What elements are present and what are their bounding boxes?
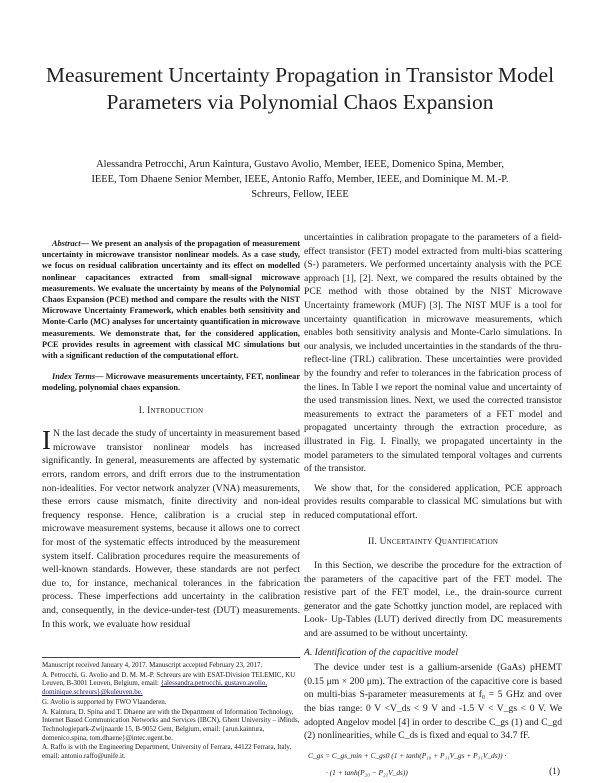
abstract-text: We present an analysis of the propagation of measurement uncertainty in microwave transistor nonlinear models. As a case study, we focus on residual calibration uncertainty and its effect on modelled nonlinear capacitances extracted from small-signal microwave measurements. We evaluate the uncertainty by means of the Polynomial Chaos Expansion (PCE) method and compare the results with the NIST Microwave Uncertainty Framework, which enables both sensitivity and Monte-Carlo (MC) analyses for uncertainty quantification in microwave measurements. We demonstrate that, for the considered application, PCE provides results in agreement with classical MC simulations but with a significant reduction of the computational effort.: [42, 239, 300, 361]
uq-paragraph: In this Section, we describe the procedure for the extraction of the parameters of the capacitive part of the FET model. The resistive part of the FET model, i.e., the drain-source current generator and the gate Schottky junction model, are replaced with Look- Up-Tables (LUT) derived directly from DC measurements and are assumed to be without uncertainty.: [304, 560, 562, 640]
section-2-heading: [304, 536, 562, 550]
index-terms: Index Terms— Microwave measurements uncertainty, FET, nonlinear modeling, polynomial chaos expansion.: [42, 372, 300, 393]
index-terms-text: Microwave measurements uncertainty, FET, nonlinear modeling, polynomial chaos expansion.: [42, 372, 300, 393]
section-1-heading: [42, 405, 300, 419]
footnote-leuven-emails[interactable]: {alessandra.petrocchi, gustavo.avolio, dominique.schreurs}@kuleuven.be.: [42, 679, 268, 697]
equation-1: [304, 749, 562, 783]
intro-text: N the last decade the study of uncertainty in measurement based microwave transistor nonlinear models has increased significantly. In general, measurements are affected by systematic errors, random errors, and drift errors due to the instrumentation non-idealities. For vector network analyzer (VNA) measurements, these errors cause mismatch, finite directivity and non-ideal frequency response. Hence, calibration is a crucial step in microwave measurement systems, because it allows one to correct for most of the systematic effects introduced by the measurement system itself. Calibration procedures require the measurements of well-known standards. However, these standards are not perfect due to, for instance, mechanical tolerances in the fabrication process. These imperfections add uncertainty in the calibration and, consequently, in the device-under-test (DUT) measurements. In this work, we evaluate how residual: [42, 428, 300, 630]
index-terms-label: Index Terms: [52, 372, 96, 382]
right-column: [304, 231, 562, 783]
section-1-title: Introduction: [147, 405, 204, 416]
footnote-affiliation-ferrara: A. Raffo is with the Engineering Department, University of Ferrara, 44122 Ferrara, Italy, email: antonio.raffo@unife.it.: [42, 743, 292, 761]
abstract: Abstract— We present an analysis of the propagation of measurement uncertainty in microwave transistor nonlinear models. As a case study, we focus on residual calibration uncertainty and its effect on modelled nonlinear capacitances extracted from small-signal microwave measurements. We evaluate the uncertainty by means of the Polynomial Chaos Expansion (PCE) method and compare the results with the NIST Microwave Uncertainty Framework, which enables both sensitivity and Monte-Carlo (MC) analyses for uncertainty quantification in microwave measurements. We demonstrate that, for the considered application, PCE provides results in agreement with classical MC simulations but with a significant reduction of the computational effort.: [42, 239, 300, 361]
equation-1-line-2: · (1 + tanh(P₂₀ − P₂₁V_ds)): [326, 767, 408, 777]
authors-line-3: Schreurs, Fellow, IEEE: [251, 189, 349, 200]
author-list: [50, 157, 550, 202]
capacitive-model-paragraph: The device under test is a gallium-arsenide (GaAs) pHEMT (0.15 μm × 200 μm). The extraction of the capacitive core is based on multi-bias S-parameter measurements at f₀ = 5 GHz and over the bias range: 0 V <V_ds < 9 V and -1.5 V < V_gs < 0 V. We adopted Angelov model [4] in order to describe C_gs (1) and C_gd (2) nonlinearities, while C_ds is fixed and equal to 34.7 fF.: [304, 662, 562, 742]
drop-cap: I: [42, 425, 51, 456]
section-2-numeral: II.: [367, 537, 378, 548]
footnote-received: Manuscript received January 4, 2017. Manuscript accepted February 23, 2017.: [42, 661, 263, 669]
paper-title: Measurement Uncertainty Propagation in Transistor Model Parameters via Polynomial Chaos Expansion: [45, 63, 555, 114]
abstract-label: Abstract: [52, 239, 81, 248]
footnote-affiliation-leuven: [42, 671, 300, 697]
footnote-affiliation-ghent: A. Kaintura, D. Spina and T. Dhaene are with the Department of Information Technology, Internet Based Communication Networks and Services (IBCN), Ghent University – iMinds, Technologiepark-Zwijnaarde 15, B-9052 Gent, Belgium, email: {arun.kaintura, domenico.spina, tom.dhaene}@intec.ugent.be.: [42, 707, 300, 742]
authors-line-1: Alessandra Petrocchi, Arun Kaintura, Gustavo Avolio, Member, IEEE, Domenico Spina, Member,: [96, 159, 504, 170]
left-column: [42, 238, 300, 631]
section-1-numeral: I.: [138, 405, 145, 416]
footnote-funding: G. Avolio is supported by FWO Vlaanderen.: [42, 697, 167, 706]
authors-line-2: IEEE, Tom Dhaene Senior Member, IEEE, Antonio Raffo, Member, IEEE, and Dominique M. M.-P.: [91, 174, 509, 185]
footnote-leuven-text: A. Petrocchi, G. Avolio and D. M. M.-P. Schreurs are with ESAT-Division TELEMIC, KU Leuven, B-3001 Leuven, Belgium, email:: [42, 670, 296, 688]
footnotes: [42, 657, 300, 762]
intro-paragraph: [42, 427, 300, 631]
equation-1-line-1: C_gs = C_gs_min + C_gs0 (1 + tanh(P₁₀ + P₁₁V_gs + P₁₁V_ds)) ·: [308, 750, 507, 760]
intro-continued: uncertainties in calibration propagate to the parameters of a field-effect transistor (FET) model extracted from multi-bias scattering (S-) parameters. We performed uncertainty analysis with the PCE approach [1], [2]. Next, we compared the results obtained by the PCE method with those obtained by the NIST Microwave Uncertainty framework (MUF) [3]. The NIST MUF is a tool for uncertainty quantification in microwave measurements, which enables both sensitivity analysis and Monte-Carlo simulations. In our analysis, we included uncertainties in the standards of the thru-reflect-line (TRL) calibration. These uncertainties were provided by the foundry and refer to tolerances in the fabrication process of the lines. In Table I we report the nominal value and uncertainty of the used transmission lines. Next, we used the corrected transistor measurements to extract the parameters of a FET model and propagated uncertainty through the extraction procedure, as illustrated in Fig. I. Finally, we propagated uncertainty in the model parameters to the simulated temporal voltages and currents of the transistor.: [304, 232, 562, 475]
subsection-a-heading: A. Identification of the capacitive model: [304, 646, 458, 658]
intro-conclusion: We show that, for the considered application, PCE approach provides results comparable to classical MC simulations but with reduced computational effort.: [304, 482, 562, 521]
equation-1-number: (1): [549, 766, 560, 777]
section-2-title: Uncertainty Quantification: [379, 537, 499, 548]
